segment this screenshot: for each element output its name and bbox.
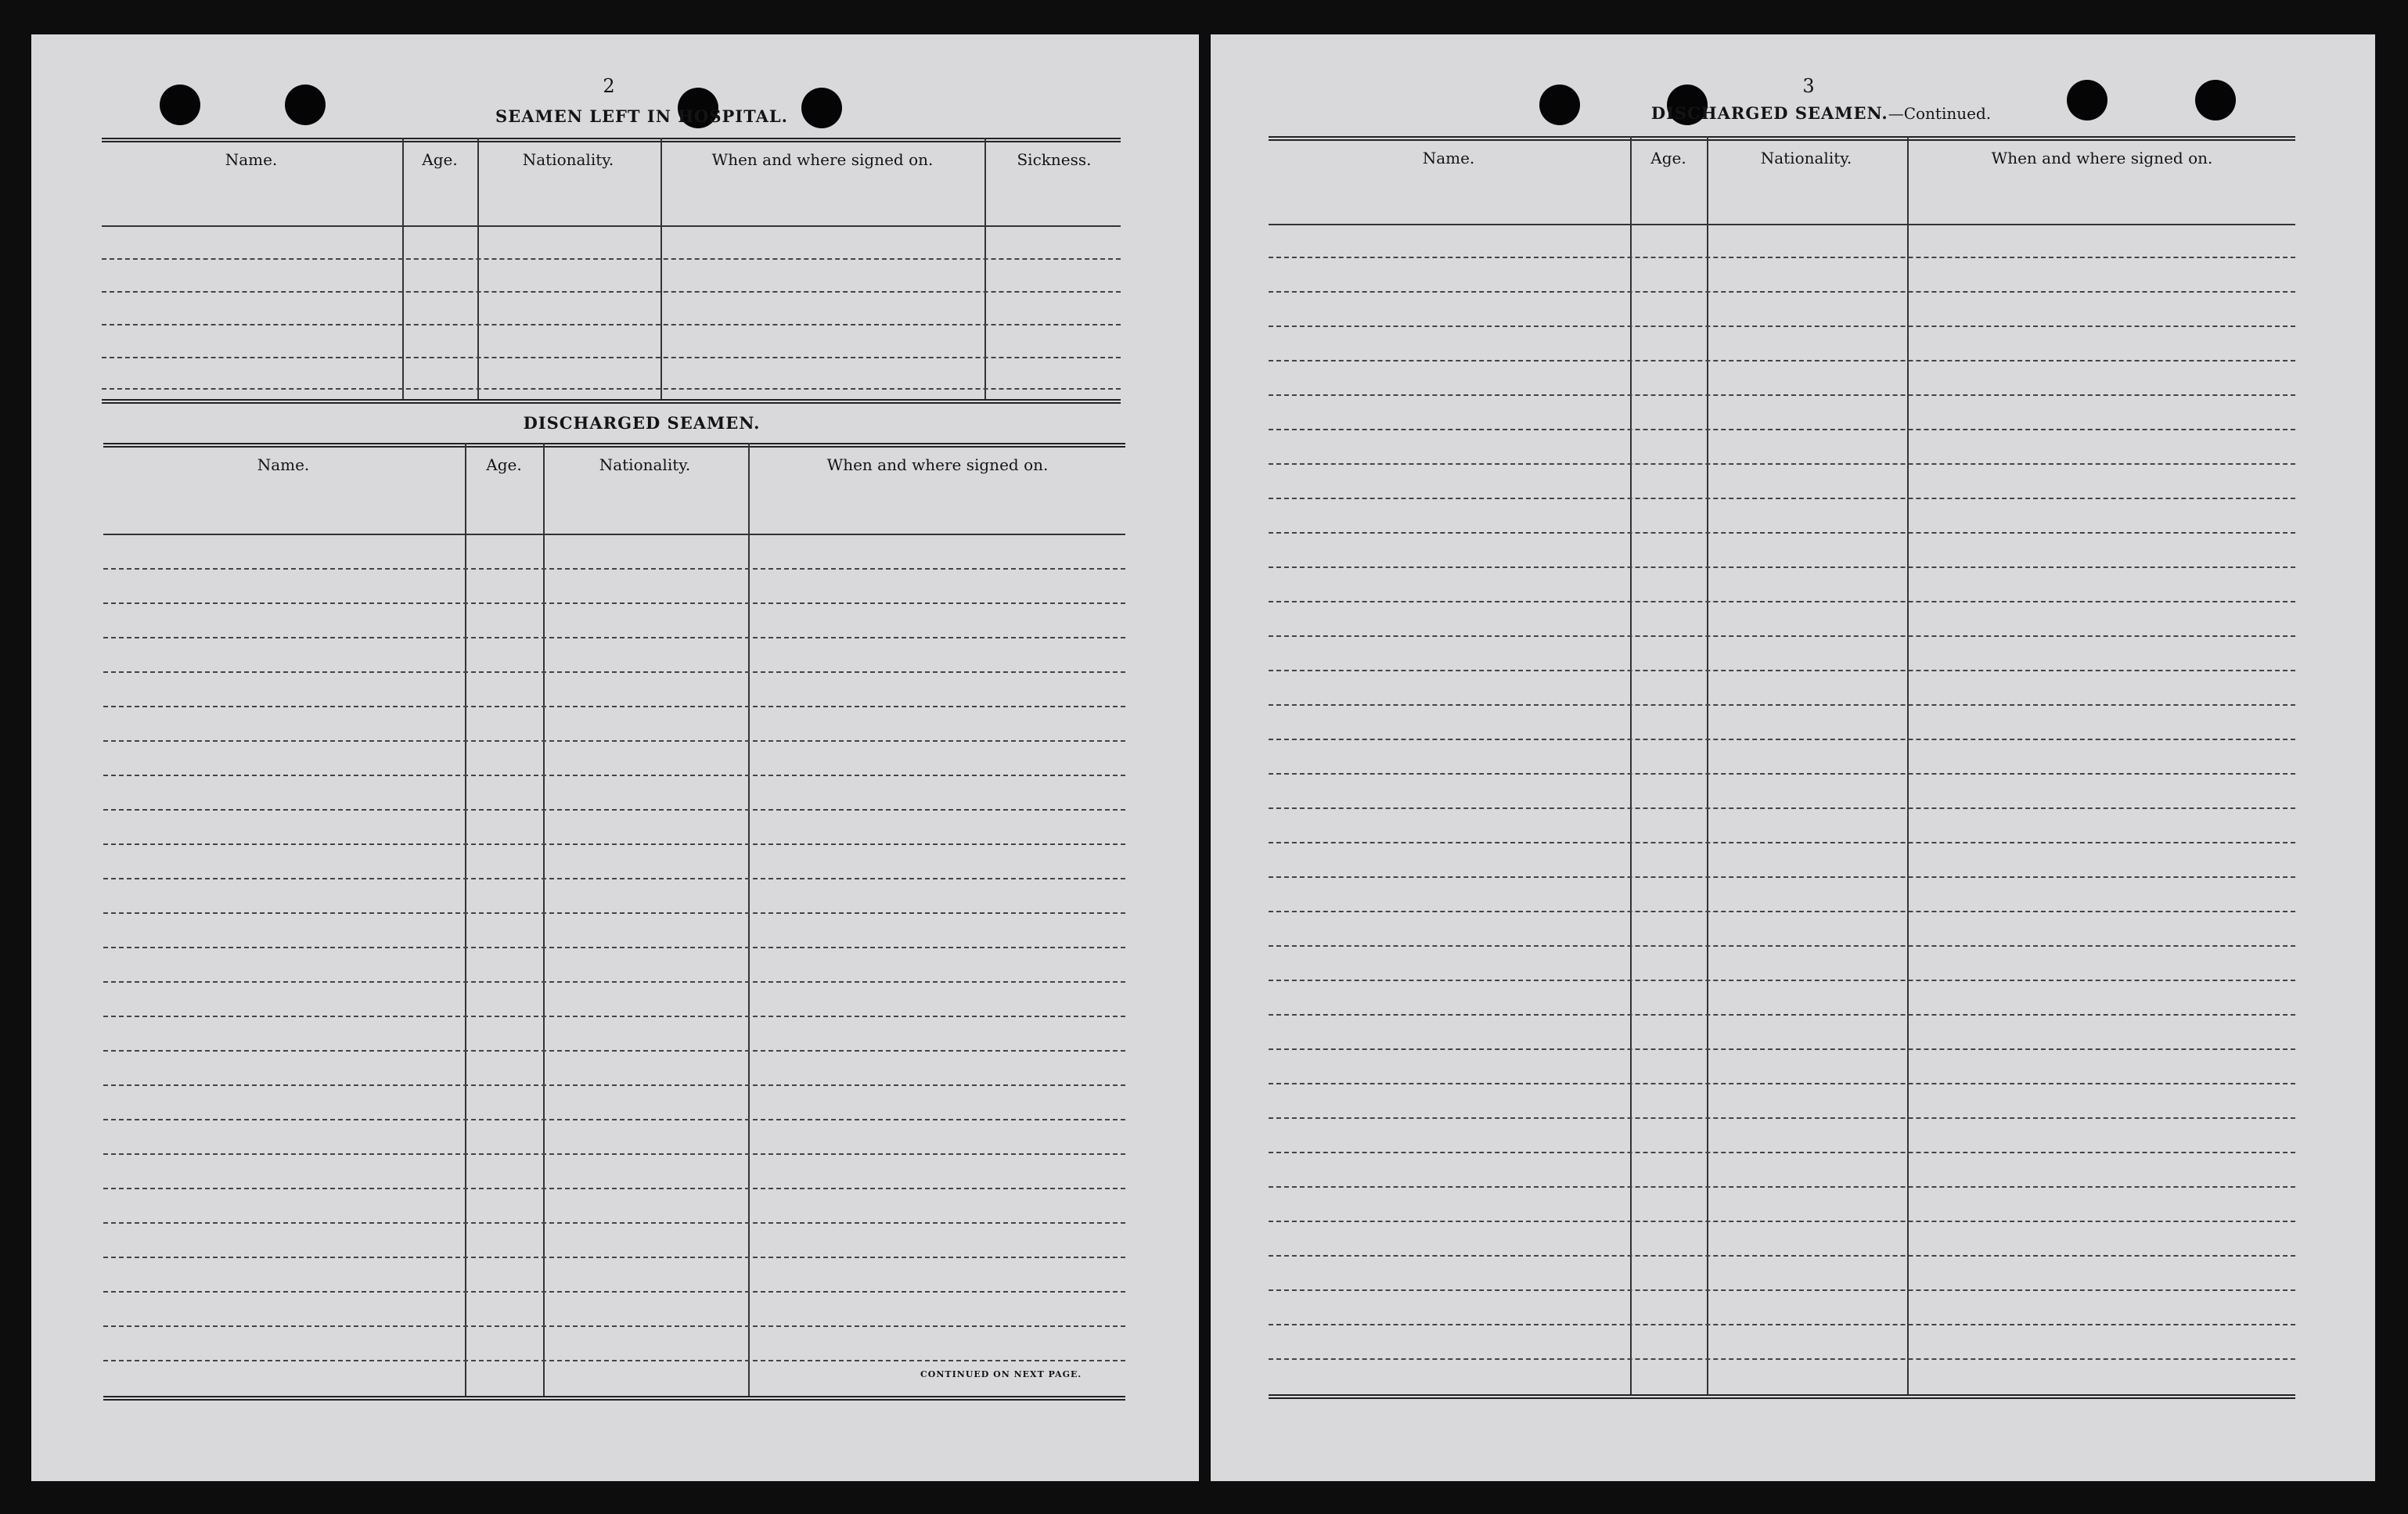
column-header-signed-on: When and where signed on. xyxy=(711,150,934,169)
entry-line xyxy=(1269,807,2295,809)
punch-hole xyxy=(160,85,200,125)
entry-line xyxy=(1269,257,2295,258)
left-page xyxy=(31,34,1199,1481)
column-header-nationality: Nationality. xyxy=(599,455,691,474)
entry-line xyxy=(1269,704,2295,706)
table-top-rule xyxy=(103,443,1125,448)
table-bottom-rule xyxy=(1269,1394,2295,1399)
entry-line xyxy=(1269,1324,2295,1325)
column-header-age: Age. xyxy=(486,455,522,474)
entry-line xyxy=(1269,1083,2295,1084)
column-header-signed-on: When and where signed on. xyxy=(1991,149,2213,167)
column-header-age: Age. xyxy=(1650,149,1686,167)
discharged-continued-title xyxy=(1539,103,2103,123)
entry-line xyxy=(103,1291,1125,1293)
column-divider xyxy=(465,443,466,1396)
continued-suffix: —Continued. xyxy=(1888,104,1992,123)
entry-line xyxy=(103,1188,1125,1189)
entry-line xyxy=(103,1119,1125,1120)
entry-line xyxy=(1269,1048,2295,1050)
table-bottom-rule xyxy=(103,1396,1125,1401)
entry-line xyxy=(1269,429,2295,430)
entry-line xyxy=(1269,601,2295,602)
entry-line xyxy=(1269,911,2295,912)
entry-line xyxy=(103,809,1125,811)
entry-line xyxy=(1269,635,2295,637)
entry-line xyxy=(1269,1255,2295,1257)
column-header-signed-on: When and where signed on. xyxy=(826,455,1049,474)
hospital-table xyxy=(102,138,1121,404)
entry-line xyxy=(1269,1014,2295,1016)
entry-line xyxy=(103,568,1125,570)
entry-line xyxy=(1269,842,2295,843)
entry-line xyxy=(103,1050,1125,1052)
header-rule xyxy=(103,534,1125,535)
entry-line xyxy=(103,775,1125,776)
entry-line xyxy=(103,740,1125,742)
column-header-nationality: Nationality. xyxy=(1760,149,1852,167)
column-header-name: Name. xyxy=(257,455,310,474)
entry-line xyxy=(103,878,1125,879)
entry-line xyxy=(103,1325,1125,1327)
entry-line xyxy=(1269,1289,2295,1291)
entry-line xyxy=(103,947,1125,948)
entry-line xyxy=(1269,980,2295,981)
entry-line xyxy=(1269,1186,2295,1188)
column-header-name: Name. xyxy=(225,150,278,169)
punch-hole xyxy=(285,85,326,125)
discharged-table xyxy=(103,443,1125,1401)
continued-on-next-page-note: CONTINUED ON NEXT PAGE. xyxy=(920,1369,1082,1379)
section-title: DISCHARGED SEAMEN. xyxy=(1650,103,1888,123)
entry-line xyxy=(1269,325,2295,327)
entry-line xyxy=(103,706,1125,707)
page-number: 3 xyxy=(1802,75,1815,97)
column-header-nationality: Nationality. xyxy=(522,150,614,169)
entry-line xyxy=(1269,773,2295,775)
entry-line xyxy=(1269,1117,2295,1119)
entry-line xyxy=(1269,739,2295,740)
entry-line xyxy=(103,843,1125,845)
entry-line xyxy=(103,637,1125,638)
entry-line xyxy=(1269,532,2295,534)
entry-line xyxy=(1269,1358,2295,1360)
entry-line xyxy=(1269,876,2295,878)
discharged-continued-table xyxy=(1269,136,2295,1397)
header-rule xyxy=(1269,224,2295,225)
entry-line xyxy=(1269,1152,2295,1153)
entry-line xyxy=(103,671,1125,673)
column-header-name: Name. xyxy=(1422,149,1475,167)
entry-line xyxy=(103,1222,1125,1224)
entry-line xyxy=(103,1084,1125,1086)
column-divider xyxy=(543,443,545,1396)
hospital-section-title: SEAMEN LEFT IN HOSPITAL. xyxy=(495,106,788,126)
entry-line xyxy=(1269,498,2295,499)
entry-line xyxy=(103,1016,1125,1017)
entry-line xyxy=(1269,360,2295,361)
entry-line xyxy=(103,981,1125,983)
entry-line xyxy=(103,1257,1125,1258)
column-divider xyxy=(748,443,750,1396)
page-number: 2 xyxy=(603,75,615,97)
entry-line xyxy=(1269,945,2295,947)
entry-line xyxy=(103,1360,1125,1361)
entry-line xyxy=(1269,566,2295,568)
entry-line xyxy=(1269,291,2295,293)
entry-line xyxy=(103,1153,1125,1155)
entry-line xyxy=(1269,394,2295,396)
table-top-rule xyxy=(1269,136,2295,141)
entry-line xyxy=(103,602,1125,604)
entry-line xyxy=(1269,463,2295,465)
entry-line xyxy=(1269,1221,2295,1222)
entry-line xyxy=(1269,670,2295,671)
punch-hole xyxy=(2195,80,2236,120)
discharged-section-title: DISCHARGED SEAMEN. xyxy=(523,413,761,433)
right-page xyxy=(1211,34,2375,1481)
column-header-sickness: Sickness. xyxy=(1017,150,1092,169)
column-header-age: Age. xyxy=(422,150,458,169)
entry-line xyxy=(103,912,1125,914)
